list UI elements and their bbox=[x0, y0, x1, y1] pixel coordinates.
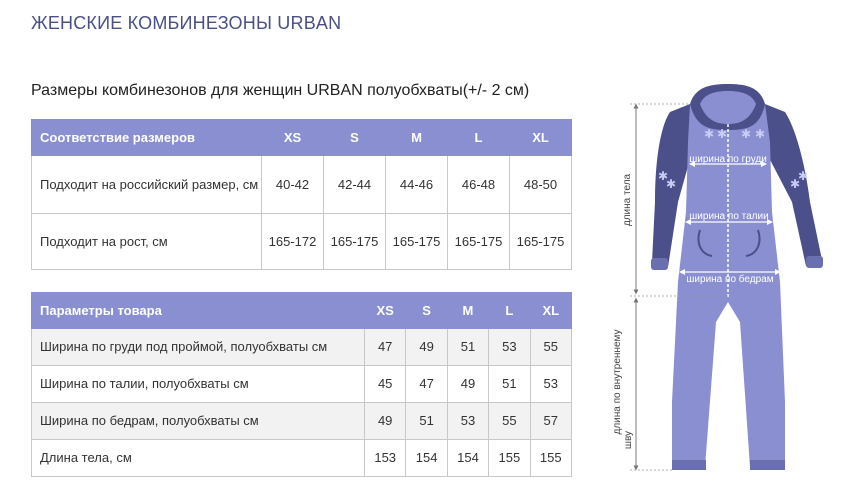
svg-text:✱: ✱ bbox=[790, 177, 801, 191]
chest-width-label: ширина по груди bbox=[689, 154, 767, 165]
table-cell: 165-175 bbox=[448, 214, 510, 270]
svg-text:✱: ✱ bbox=[798, 169, 809, 183]
table-cell: 51 bbox=[489, 366, 530, 403]
table-cell: 51 bbox=[406, 403, 447, 440]
table-cell: 165-172 bbox=[262, 214, 324, 270]
table-row bbox=[32, 366, 572, 403]
jumpsuit-measurement-diagram bbox=[600, 82, 850, 482]
inseam-length-label: длина по внутреннему bbox=[612, 329, 623, 435]
table-cell: 153 bbox=[365, 440, 406, 477]
table-cell: 154 bbox=[447, 440, 488, 477]
table-cell: 42-44 bbox=[324, 156, 386, 214]
table-cell: 155 bbox=[489, 440, 530, 477]
svg-text:✱: ✱ bbox=[741, 127, 752, 141]
table-cell: 47 bbox=[365, 329, 406, 366]
row-label: Ширина по талии, полуобхваты см bbox=[32, 366, 365, 403]
table-cell: 48-50 bbox=[510, 156, 572, 214]
svg-text:✱: ✱ bbox=[704, 127, 715, 141]
table-header-cell: Параметры товара bbox=[32, 293, 365, 329]
waist-width-label: ширина по талии bbox=[689, 211, 769, 222]
jumpsuit-illustration bbox=[600, 82, 850, 482]
page-title: ЖЕНСКИЕ КОМБИНЕЗОНЫ URBAN bbox=[31, 13, 342, 33]
table-cell: 55 bbox=[530, 329, 571, 366]
table-header-cell: XL bbox=[510, 120, 572, 156]
body-length-label: длина тела bbox=[622, 173, 633, 227]
table-cell: 51 bbox=[447, 329, 488, 366]
table-header-cell: XS bbox=[262, 120, 324, 156]
table-cell: 57 bbox=[530, 403, 571, 440]
table-header-row bbox=[32, 120, 572, 156]
row-label: Подходит на российский размер, см bbox=[32, 156, 262, 214]
table-header-cell: S bbox=[406, 293, 447, 329]
row-label: Ширина по бедрам, полуобхваты см bbox=[32, 403, 365, 440]
table-cell: 46-48 bbox=[448, 156, 510, 214]
table-cell: 47 bbox=[406, 366, 447, 403]
row-label: Длина тела, см bbox=[32, 440, 365, 477]
table-cell: 165-175 bbox=[510, 214, 572, 270]
subtitle: Размеры комбинезонов для женщин URBAN полуобхваты(+/- 2 см) bbox=[31, 82, 530, 99]
row-label: Ширина по груди под проймой, полуобхваты см bbox=[32, 329, 365, 366]
table-row bbox=[32, 329, 572, 366]
product-parameters-table bbox=[31, 292, 572, 477]
table-row bbox=[32, 403, 572, 440]
table-cell: 49 bbox=[365, 403, 406, 440]
svg-text:✱: ✱ bbox=[717, 127, 728, 141]
size-correspondence-table bbox=[31, 119, 572, 270]
table-cell: 154 bbox=[406, 440, 447, 477]
table-row bbox=[32, 156, 572, 214]
table-header-row bbox=[32, 293, 572, 329]
hips-width-label: ширина по бедрам bbox=[686, 274, 774, 285]
svg-text:✱: ✱ bbox=[755, 127, 766, 141]
table-cell: 49 bbox=[447, 366, 488, 403]
table-header-cell: XL bbox=[530, 293, 571, 329]
svg-text:✱: ✱ bbox=[666, 177, 677, 191]
table-header-cell: Соответствие размеров bbox=[32, 120, 262, 156]
table-cell: 53 bbox=[489, 329, 530, 366]
table-cell: 55 bbox=[489, 403, 530, 440]
table-row bbox=[32, 440, 572, 477]
table-header-cell: L bbox=[448, 120, 510, 156]
table-cell: 45 bbox=[365, 366, 406, 403]
table-cell: 53 bbox=[447, 403, 488, 440]
table-header-cell: M bbox=[386, 120, 448, 156]
table-header-cell: XS bbox=[365, 293, 406, 329]
table-header-cell: M bbox=[447, 293, 488, 329]
table-cell: 49 bbox=[406, 329, 447, 366]
svg-text:✱: ✱ bbox=[658, 169, 669, 183]
table-row bbox=[32, 214, 572, 270]
table-cell: 53 bbox=[530, 366, 571, 403]
inseam-length-label-line2: шву bbox=[623, 430, 634, 450]
table-cell: 40-42 bbox=[262, 156, 324, 214]
table-header-cell: L bbox=[489, 293, 530, 329]
table-cell: 165-175 bbox=[324, 214, 386, 270]
row-label: Подходит на рост, см bbox=[32, 214, 262, 270]
table-cell: 155 bbox=[530, 440, 571, 477]
table-cell: 165-175 bbox=[386, 214, 448, 270]
table-header-cell: S bbox=[324, 120, 386, 156]
table-cell: 44-46 bbox=[386, 156, 448, 214]
